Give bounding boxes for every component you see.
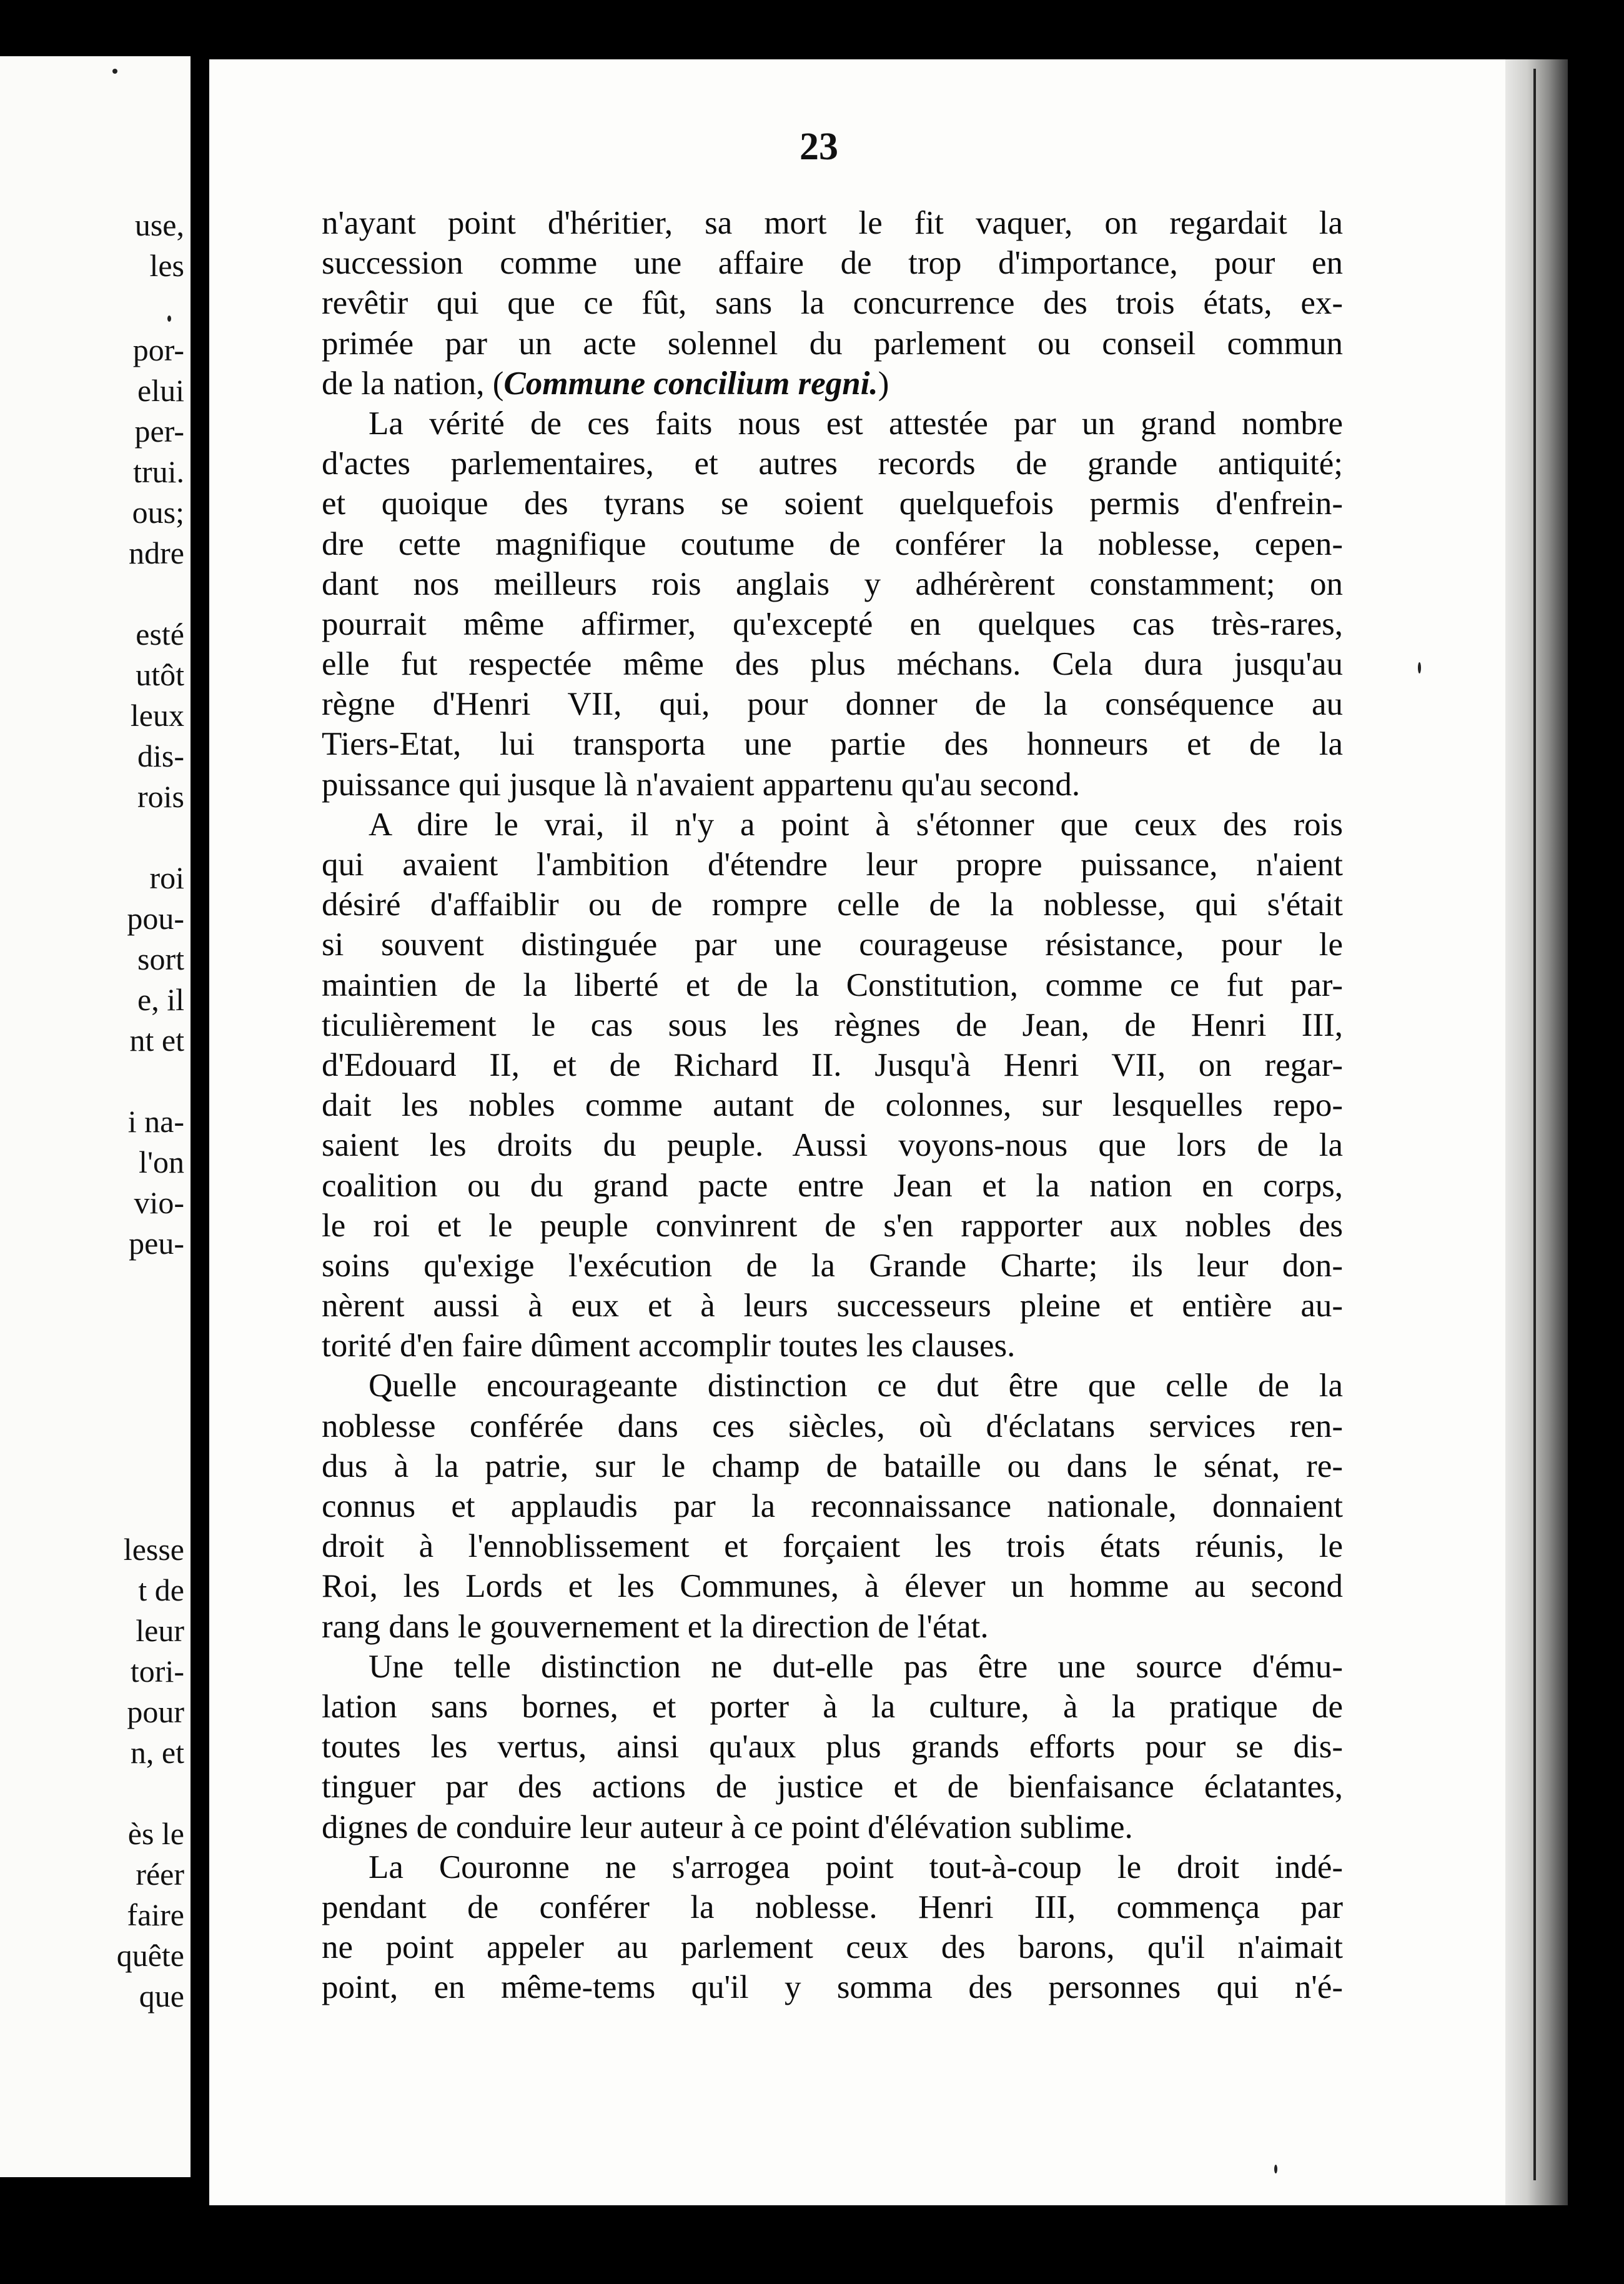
previous-page-line-fragment: i na- (127, 1104, 184, 1139)
scan-speck (1418, 662, 1421, 673)
text-line: dant nos meilleurs rois anglais y adhérèrent constamment; on (322, 565, 1343, 602)
previous-page-line-fragment: quête (116, 1938, 184, 1973)
previous-page-line-fragment: tori- (130, 1654, 184, 1689)
page-number: 23 (800, 126, 838, 168)
previous-page-line-fragment: peu- (129, 1226, 184, 1261)
text-line: toutes les vertus, ainsi qu'aux plus grands efforts pour se dis- (322, 1729, 1343, 1765)
text-line: Tiers-Etat, lui transporta une partie des honneurs et de la (322, 726, 1343, 763)
previous-page-line-fragment: ous; (132, 495, 184, 530)
previous-page-line-fragment: utôt (136, 657, 184, 692)
scan-speck (167, 315, 171, 322)
previous-page-line-fragment: leux (130, 698, 184, 733)
text-run: de la nation, ( (322, 365, 504, 402)
text-line: désiré d'affaiblir ou de rompre celle de la noblesse, qui s'était (322, 886, 1343, 923)
previous-page-line-fragment: ès le (127, 1816, 184, 1851)
text-line: n'ayant point d'héritier, sa mort le fit vaquer, on regardait la (322, 205, 1343, 241)
previous-page-line-fragment: dis- (137, 738, 184, 773)
text-line: connus et applaudis par la reconnaissance nationale, donnaient (322, 1488, 1343, 1524)
text-line: revêtir qui que ce fût, sans la concurrence des trois états, ex- (322, 285, 1343, 322)
previous-page-line-fragment: vio- (134, 1185, 184, 1220)
text-line: nèrent aussi à eux et à leurs successeurs pleine et entière au- (322, 1288, 1343, 1324)
previous-page-line-fragment: faire (127, 1897, 184, 1932)
previous-page-line-fragment: use, (134, 207, 184, 242)
text-line: dait les nobles comme autant de colonnes, sur lesquelles repo- (322, 1087, 1343, 1124)
text-line: noblesse conférée dans ces siècles, où d'éclatans services ren- (322, 1408, 1343, 1444)
text-line: maintien de la liberté et de la Constitution, comme ce fut par- (322, 966, 1343, 1003)
text-line: soins qu'exige l'exécution de la Grande Charte; ils leur don- (322, 1247, 1343, 1284)
text-line: La Couronne ne s'arrogea point tout-à-coup le droit indé- (369, 1849, 1343, 1885)
text-line: droit à l'ennoblissement et forçaient les trois états réunis, le (322, 1528, 1343, 1565)
scan-speck (1274, 2165, 1277, 2173)
text-line: succession comme une affaire de trop d'importance, pour en (322, 245, 1343, 282)
text-line: elle fut respectée même des plus méchans. Cela dura jusqu'au (322, 646, 1343, 683)
text-line: primée par un acte solennel du parlement ou conseil commun (322, 325, 1343, 362)
text-line: dus à la patrie, sur le champ de bataille ou dans le sénat, re- (322, 1447, 1343, 1484)
previous-page-line-fragment: nt et (129, 1023, 184, 1058)
text-line: torité d'en faire dûment accomplir toutes les clauses. (322, 1328, 1016, 1364)
previous-page-line-fragment: pou- (127, 901, 184, 936)
text-line: d'Edouard II, et de Richard II. Jusqu'à Henri VII, on regar- (322, 1046, 1343, 1083)
page-edge-line (1533, 69, 1536, 2180)
text-line: si souvent distinguée par une courageuse résistance, pour le (322, 926, 1343, 963)
text-line: tinguer par des actions de justice et de bienfaisance éclatantes, (322, 1769, 1343, 1805)
previous-page-line-fragment: les (149, 248, 184, 283)
page-edge-shadow (1505, 59, 1568, 2205)
latin-phrase: Commune concilium regni. (503, 365, 878, 402)
text-line: Quelle encourageante distinction ce dut être que celle de la (369, 1368, 1343, 1404)
text-line: dre cette magnifique coutume de conférer la noblesse, cepen- (322, 525, 1343, 562)
body-text (322, 203, 1343, 2007)
previous-page-line-fragment: elui (137, 373, 184, 408)
text-line: rang dans le gouvernement et la direction de l'état. (322, 1608, 989, 1645)
previous-page-line-fragment: lesse (123, 1532, 184, 1567)
previous-page-line-fragment: l'on (139, 1144, 184, 1179)
text-line: pendant de conférer la noblesse. Henri III, commença par (322, 1889, 1343, 1925)
text-line: A dire le vrai, il n'y a point à s'étonner que ceux des rois (369, 806, 1343, 843)
text-line: qui avaient l'ambition d'étendre leur propre puissance, n'aient (322, 847, 1343, 883)
previous-page-line-fragment: trui. (133, 454, 184, 489)
text-line: d'actes parlementaires, et autres records de grande antiquité; (322, 445, 1343, 482)
text-line (322, 364, 1343, 404)
previous-page-line-fragment: pour (127, 1694, 184, 1729)
previous-page-line-fragment: leur (136, 1613, 184, 1648)
text-line: point, en même-tems qu'il y somma des personnes qui n'é- (322, 1969, 1343, 2006)
scan-speck (112, 69, 117, 74)
text-line: ticulièrement le cas sous les règnes de Jean, de Henri III, (322, 1006, 1343, 1043)
previous-page-line-fragment: réer (136, 1857, 184, 1892)
previous-page-line-fragment: per- (134, 414, 184, 449)
previous-page-line-fragment: e, il (137, 982, 184, 1017)
previous-page-line-fragment: por- (132, 332, 184, 367)
text-line: règne d'Henri VII, qui, pour donner de la conséquence au (322, 686, 1343, 723)
previous-page-line-fragment: roi (149, 860, 184, 895)
previous-page-line-fragment: rois (137, 779, 184, 814)
previous-page-fragment (0, 56, 191, 2177)
text-line: et quoique des tyrans se soient quelquefois permis d'enfrein- (322, 485, 1343, 522)
text-line: pourrait même affirmer, qu'excepté en quelques cas très-rares, (322, 605, 1343, 642)
text-run: ) (878, 365, 889, 402)
text-line: saient les droits du peuple. Aussi voyons-nous que lors de la (322, 1127, 1343, 1164)
text-line: coalition ou du grand pacte entre Jean et la nation en corps, (322, 1167, 1343, 1204)
previous-page-line-fragment: esté (136, 617, 184, 652)
previous-page-line-fragment: ndre (129, 535, 184, 570)
previous-page-line-fragment: t de (138, 1572, 184, 1607)
previous-page-line-fragment: que (139, 1979, 184, 2013)
previous-page-line-fragment: sort (137, 941, 184, 976)
text-line: puissance qui jusque là n'avaient appartenu qu'au second. (322, 766, 1081, 803)
text-line: le roi et le peuple convinrent de s'en rapporter aux nobles des (322, 1207, 1343, 1244)
text-line: Roi, les Lords et les Communes, à élever un homme au second (322, 1568, 1343, 1605)
text-line: Une telle distinction ne dut-elle pas être une source d'ému- (369, 1648, 1343, 1685)
text-line: dignes de conduire leur auteur à ce point d'élévation sublime. (322, 1809, 1133, 1845)
text-line: La vérité de ces faits nous est attestée par un grand nombre (369, 405, 1343, 442)
previous-page-line-fragment: n, et (130, 1735, 184, 1770)
text-line: ne point appeler au parlement ceux des barons, qu'il n'aimait (322, 1929, 1343, 1966)
text-line: lation sans bornes, et porter à la culture, à la pratique de (322, 1688, 1343, 1725)
